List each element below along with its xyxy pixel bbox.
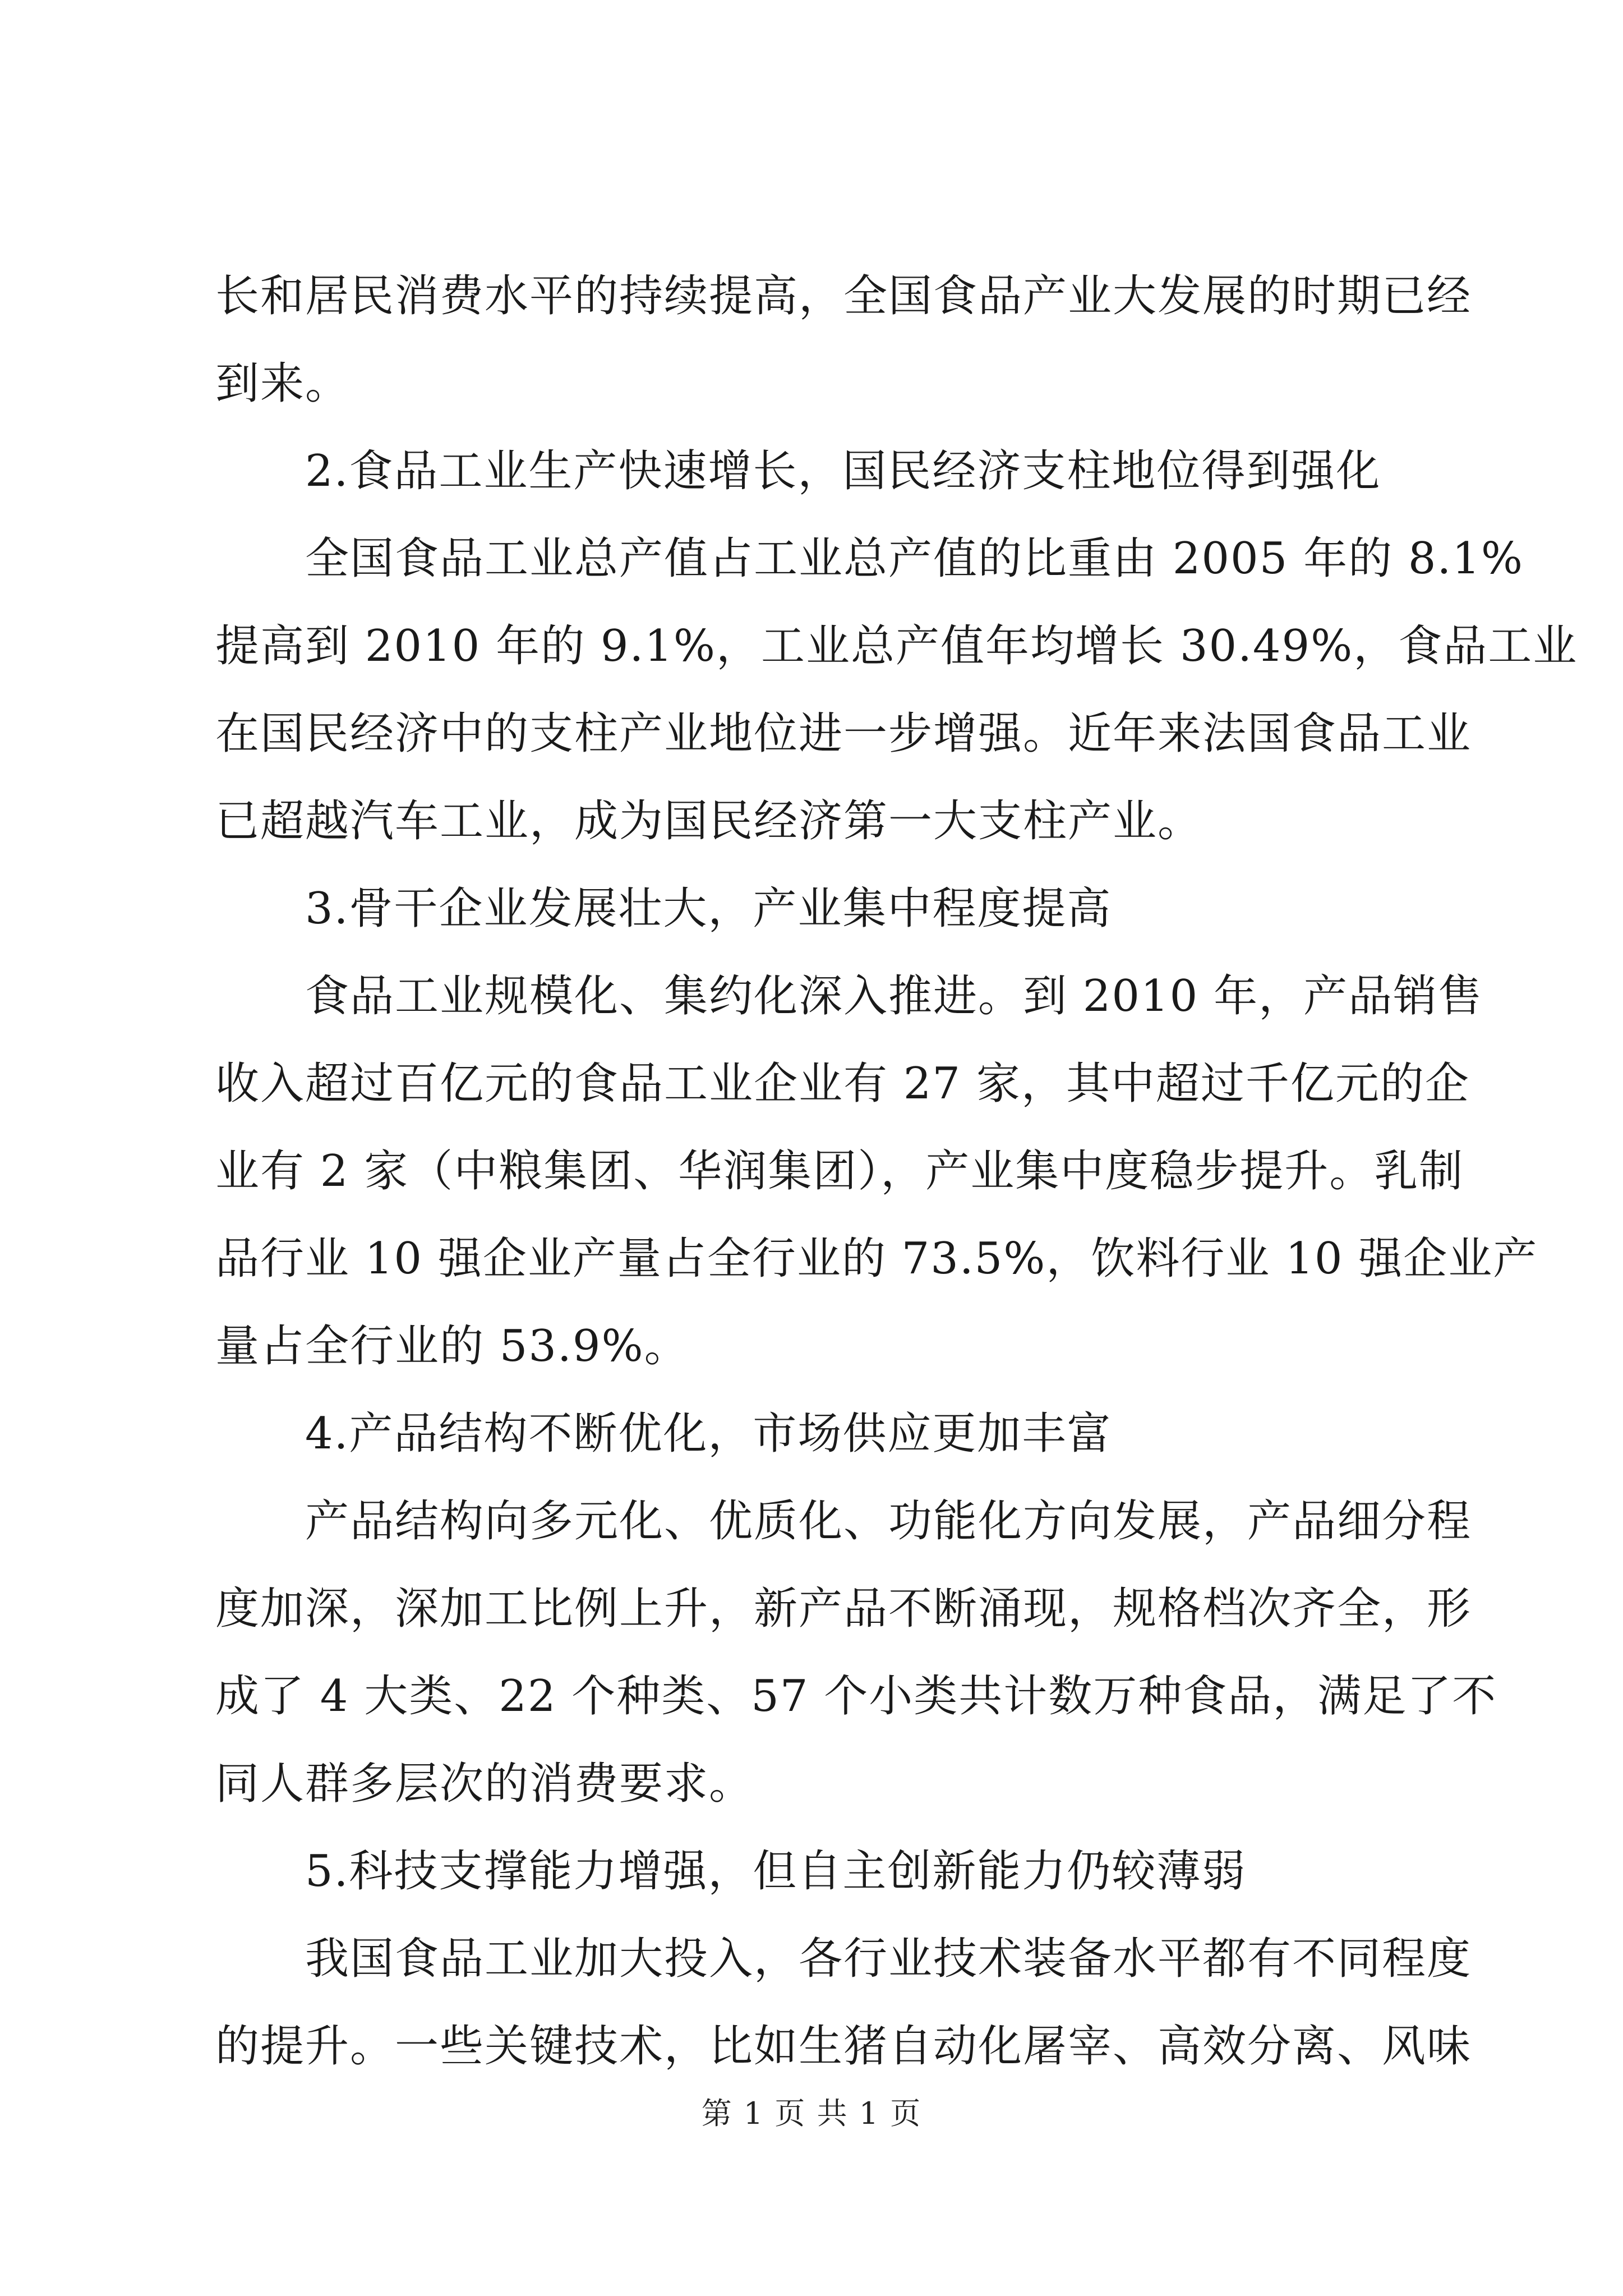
text-line: 食品工业规模化、集约化深入推进。到 2010 年，产品销售 [305, 971, 1483, 1022]
page-footer: 第 1 页 共 1 页 [701, 2096, 922, 2131]
text-line: 量占全行业的 53.9%。 [215, 1321, 689, 1372]
text-line: 成了 4 大类、22 个种类、57 个小类共计数万种食品，满足了不 [215, 1671, 1497, 1722]
text-line: 业有 2 家（中粮集团、华润集团），产业集中度稳步提升。乳制 [215, 1146, 1464, 1197]
text-line: 收入超过百亿元的食品工业企业有 27 家，其中超过千亿元的企 [215, 1059, 1470, 1109]
text-line: 的提升。一些关键技术，比如生猪自动化屠宰、高效分离、风味 [215, 2021, 1472, 2072]
text-line: 全国食品工业总产值占工业总产值的比重由 2005 年的 8.1% [305, 533, 1524, 584]
text-line: 我国食品工业加大投入，各行业技术装备水平都有不同程度 [305, 1934, 1472, 1984]
text-line: 同人群多层次的消费要求。 [215, 1759, 754, 1809]
text-line: 提高到 2010 年的 9.1%，工业总产值年均增长 30.49%，食品工业 [215, 621, 1578, 671]
text-line: 在国民经济中的支柱产业地位进一步增强。近年来法国食品工业 [215, 708, 1472, 759]
section-heading: 2.食品工业生产快速增长，国民经济支柱地位得到强化 [305, 446, 1381, 496]
section-heading: 5.科技支撑能力增强，但自主创新能力仍较薄弱 [305, 1846, 1247, 1897]
text-line: 已超越汽车工业，成为国民经济第一大支柱产业。 [215, 796, 1203, 846]
body-text [215, 252, 1578, 2090]
section-heading: 3.骨干企业发展壮大，产业集中程度提高 [305, 884, 1112, 934]
text-line: 产品结构向多元化、优质化、功能化方向发展，产品细分程 [305, 1496, 1472, 1547]
section-heading: 4.产品结构不断优化，市场供应更加丰富 [305, 1409, 1112, 1459]
text-line: 度加深，深加工比例上升，新产品不断涌现，规格档次齐全，形 [215, 1584, 1472, 1634]
text-line: 长和居民消费水平的持续提高，全国食品产业大发展的时期已经 [215, 271, 1472, 321]
text-line: 品行业 10 强企业产量占全行业的 73.5%，饮料行业 10 强企业产 [215, 1234, 1538, 1284]
text-line: 到来。 [215, 358, 351, 409]
